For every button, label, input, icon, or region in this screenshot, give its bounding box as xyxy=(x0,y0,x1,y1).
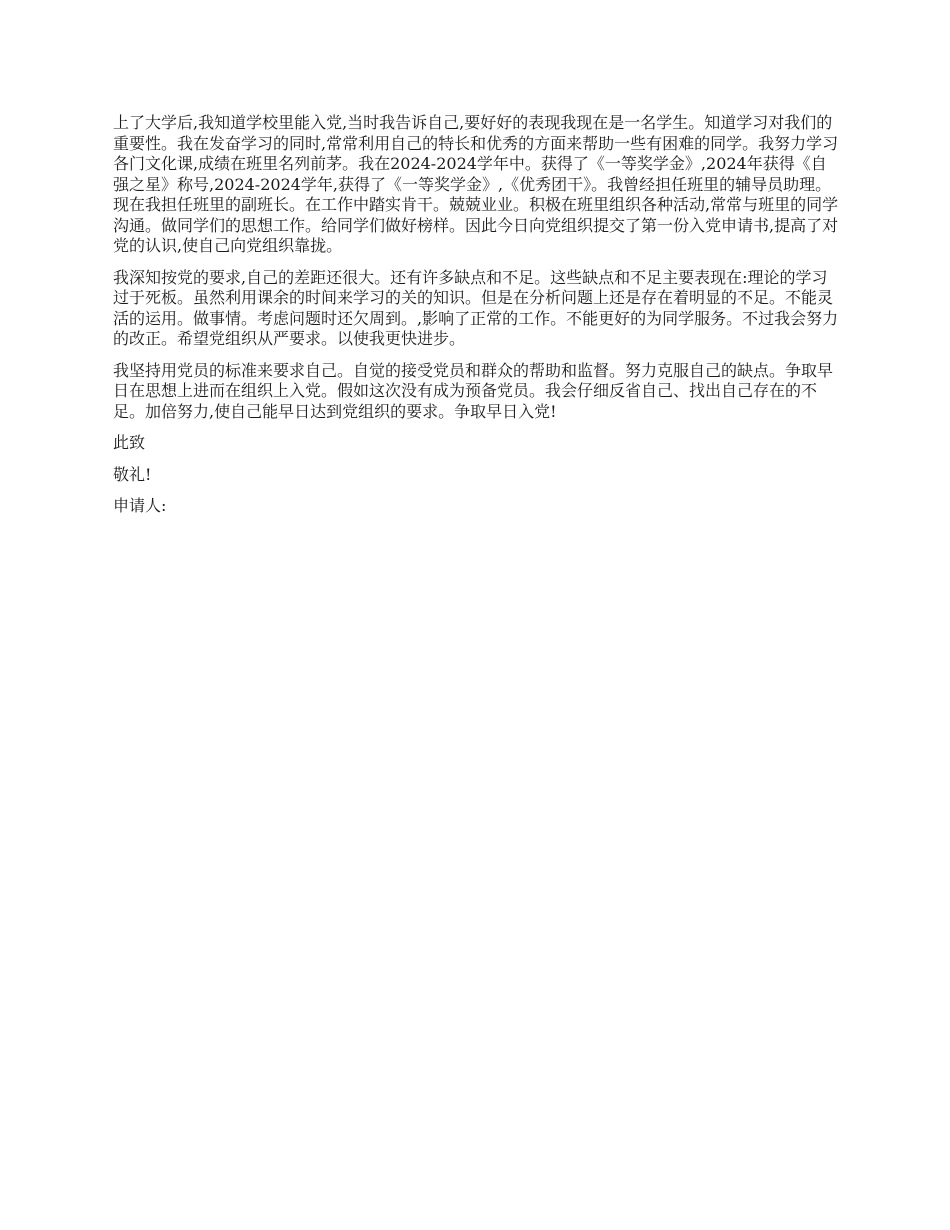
closing-respects: 敬礼! xyxy=(113,464,152,484)
document-body xyxy=(113,113,841,528)
body-paragraph-1: 上了大学后,我知道学校里能入党,当时我告诉自己,要好好的表现我现在是一名学生。知道学习对我们的重要性。我在发奋学习的同时,常常利用自己的特长和优秀的方面来帮助一些有困难的同学。我努力学习各门文化课,成绩在班里名列前茅。我在2024-2024学年中。获得了《一等奖学金》,2024年获得《自强之星》称号,2024-2024学年,获得了《一等奖学金》,《优秀团干》。我曾经担任班里的辅导员助理。现在我担任班里的副班长。在工作中踏实肯干。兢兢业业。积极在班里组织各种活动,常常与班里的同学沟通。做同学们的思想工作。给同学们做好榜样。因此今日向党组织提交了第一份入党申请书,提高了对党的认识,使自己向党组织靠拢。 xyxy=(113,113,839,255)
body-paragraph-2: 我深知按党的要求,自己的差距还很大。还有许多缺点和不足。这些缺点和不足主要表现在:理论的学习过于死板。虽然利用课余的时间来学习的关的知识。但是在分析问题上还是存在着明显的不足。不能灵活的运用。做事情。考虑问题时还欠周到。,影响了正常的工作。不能更好的为同学服务。不过我会努力的改正。希望党组织从严要求。以使我更快进步。 xyxy=(113,267,839,348)
applicant-signature-label: 申请人: xyxy=(113,496,167,515)
body-paragraph-3: 我坚持用党员的标准来要求自己。自觉的接受党员和群众的帮助和监督。努力克服自己的缺点。争取早日在思想上进而在组织上入党。假如这次没有成为预备党员。我会仔细反省自己、找出自己存在的不足。加倍努力,使自己能早日达到党组织的要求。争取早日入党! xyxy=(113,360,834,421)
closing-salutation: 此致 xyxy=(113,433,146,452)
